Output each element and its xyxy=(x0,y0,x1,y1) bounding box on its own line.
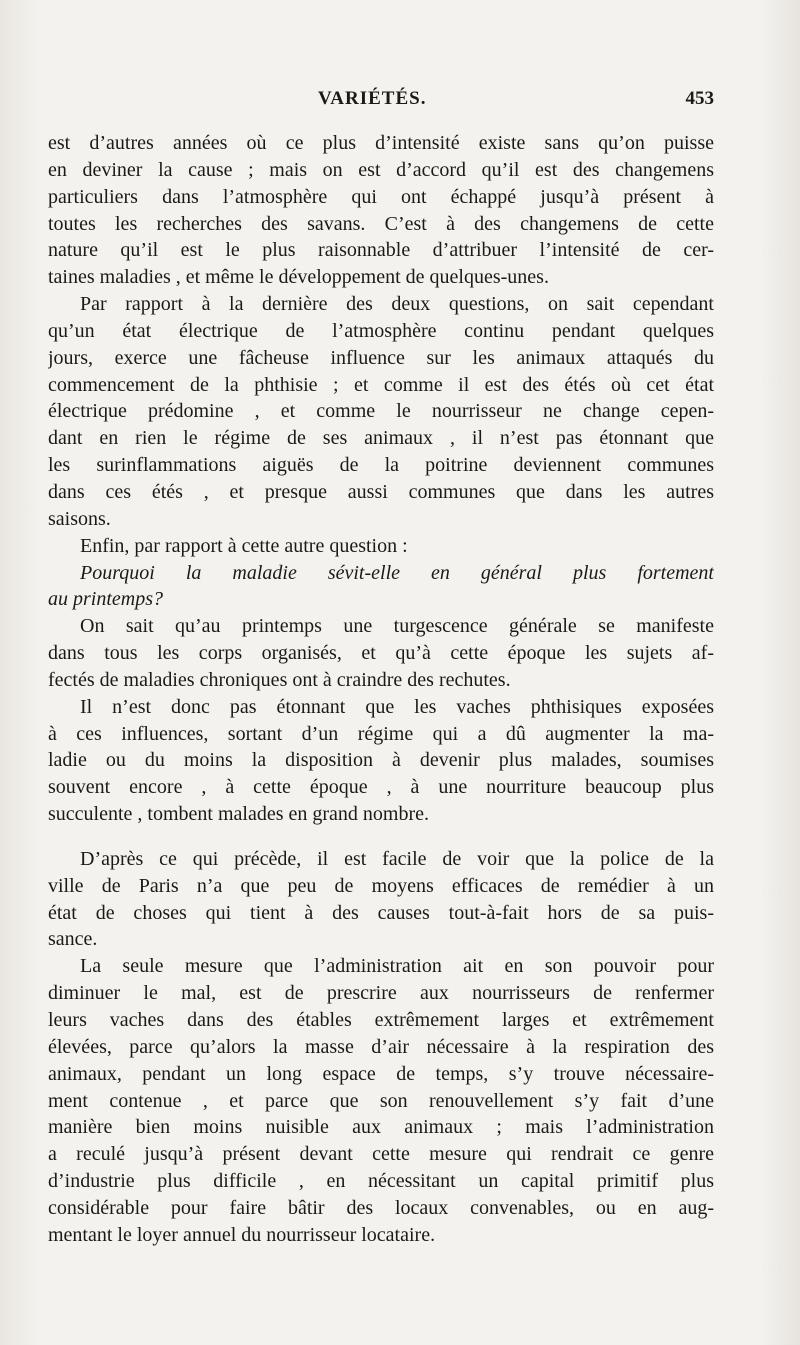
text-line: est d’autres années où ce plus d’intensité existe sans qu’on puisse xyxy=(48,132,714,154)
text-line: dans tous les corps organisés, et qu’à cette époque les sujets af- xyxy=(48,642,714,665)
text-line: animaux, pendant un long espace de temps, s’y trouve nécessaire- xyxy=(48,1062,714,1085)
text-line: considérable pour faire bâtir des locaux convenables, ou en aug- xyxy=(48,1196,714,1219)
text-line: taines maladies , et même le développement de quelques-unes. xyxy=(48,266,549,289)
text-line: électrique prédomine , et comme le nourrisseur ne change cepen- xyxy=(48,400,714,423)
text-line: succulente , tombent malades en grand nombre. xyxy=(48,803,429,826)
text-line: ment contenue , et parce que son renouvellement s’y fait d’une xyxy=(48,1089,714,1112)
text-line: Enfin, par rapport à cette autre question : xyxy=(80,534,408,557)
page-header xyxy=(48,88,714,116)
question-line: au printemps? xyxy=(48,588,163,611)
text-line: particuliers dans l’atmosphère qui ont échappé jusqu’à présent à xyxy=(48,185,714,208)
text-line: La seule mesure que l’administration ait en son pouvoir pour xyxy=(80,955,714,978)
page-body xyxy=(48,130,714,1249)
page-number: 453 xyxy=(685,88,714,109)
text-line: dant en rien le régime de ses animaux , il n’est pas étonnant que xyxy=(48,427,714,450)
text-line: en deviner la cause ; mais on est d’accord qu’il est des changemens xyxy=(48,158,714,181)
text-line: fectés de maladies chroniques ont à craindre des rechutes. xyxy=(48,668,511,691)
text-line: diminuer le mal, est de prescrire aux nourrisseurs de renfermer xyxy=(48,982,714,1005)
text-line: à ces influences, sortant d’un régime qui a dû augmenter la ma- xyxy=(48,722,714,745)
text-line: Par rapport à la dernière des deux questions, on sait cependant xyxy=(80,293,714,316)
text-line: d’industrie plus difficile , en nécessitant un capital primitif plus xyxy=(48,1170,714,1193)
text-line: les surinflammations aiguës de la poitrine deviennent communes xyxy=(48,454,714,477)
text-line: dans ces étés , et presque aussi communes que dans les autres xyxy=(48,480,714,503)
text-line: D’après ce qui précède, il est facile de voir que la police de la xyxy=(80,847,714,870)
text-line: a reculé jusqu’à présent devant cette mesure qui rendrait ce genre xyxy=(48,1143,714,1166)
text-line: toutes les recherches des savans. C’est à des changemens de cette xyxy=(48,212,714,235)
text-line: manière bien moins nuisible aux animaux ; mais l’administration xyxy=(48,1116,714,1139)
text-line: nature qu’il est le plus raisonnable d’attribuer l’intensité de cer- xyxy=(48,239,714,262)
text-line: commencement de la phthisie ; et comme il est des étés où cet état xyxy=(48,373,714,396)
text-line: saisons. xyxy=(48,507,111,530)
text-line: ville de Paris n’a que peu de moyens efficaces de remédier à un xyxy=(48,874,714,897)
text-line: leurs vaches dans des étables extrêmement larges et extrêmement xyxy=(48,1009,714,1031)
text-line: qu’un état électrique de l’atmosphère continu pendant quelques xyxy=(48,319,714,342)
text-line: jours, exerce une fâcheuse influence sur les animaux attaqués du xyxy=(48,346,714,369)
question-line: Pourquoi la maladie sévit-elle en général plus fortement xyxy=(80,561,714,584)
text-line: sance. xyxy=(48,928,98,951)
text-line: souvent encore , à cette époque , à une nourriture beaucoup plus xyxy=(48,776,714,799)
text-line: On sait qu’au printemps une turgescence générale se manifeste xyxy=(80,615,714,638)
text-line: Il n’est donc pas étonnant que les vaches phthisiques exposées xyxy=(80,695,714,718)
running-title: VARIÉTÉS. xyxy=(318,88,427,109)
paragraph-gap xyxy=(48,828,714,846)
text-line: état de choses qui tient à des causes tout-à-fait hors de sa puis- xyxy=(48,901,714,924)
text-line: élevées, parce qu’alors la masse d’air nécessaire à la respiration des xyxy=(48,1035,714,1058)
text-line: ladie ou du moins la disposition à devenir plus malades, soumises xyxy=(48,749,714,772)
text-line: mentant le loyer annuel du nourrisseur locataire. xyxy=(48,1223,436,1246)
